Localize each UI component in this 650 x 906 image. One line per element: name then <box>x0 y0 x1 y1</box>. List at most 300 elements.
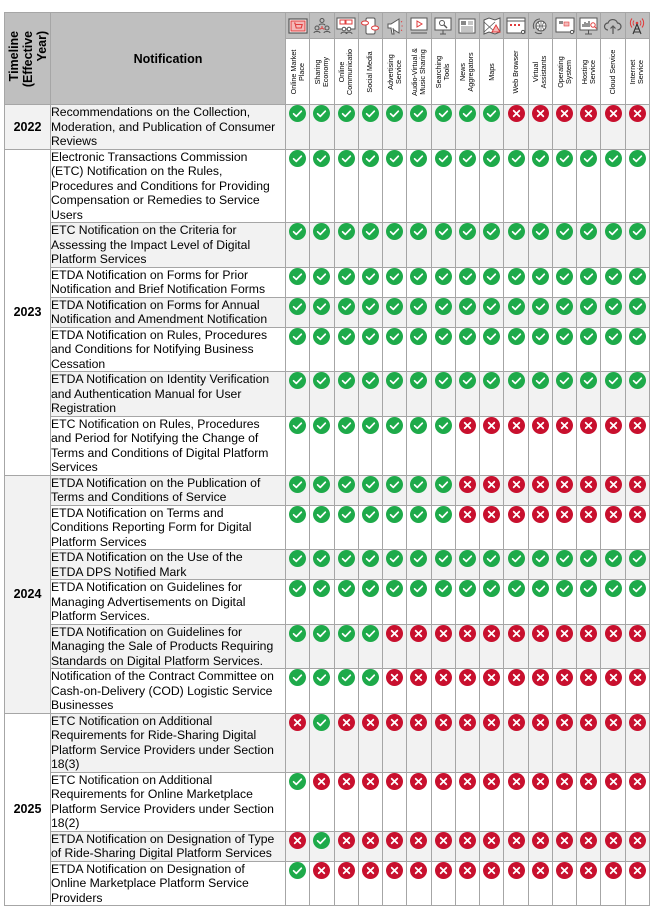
notification-title-line: Registration <box>51 401 117 415</box>
check-icon <box>386 223 403 240</box>
applicability-cell <box>625 772 649 831</box>
service-column-header <box>334 39 358 105</box>
cross-icon <box>508 417 525 434</box>
applicability-cell <box>504 669 528 714</box>
notification-title-line: Notification of the Contract Committee on <box>51 669 274 683</box>
notification-title-line: Platform Service Providers under Section <box>51 742 274 757</box>
notification-title <box>51 327 286 372</box>
notification-title-line: Providers <box>51 890 103 905</box>
applicability-cell <box>577 297 601 327</box>
service-label-line: Advertising <box>385 53 395 90</box>
check-icon <box>410 417 427 434</box>
check-icon <box>629 372 646 389</box>
applicability-cell <box>431 416 455 475</box>
applicability-cell <box>383 550 407 580</box>
applicability-cell <box>577 624 601 669</box>
notification-row <box>5 772 650 831</box>
applicability-cell <box>480 327 504 372</box>
notification-title-line: and Authentication Manual for User <box>51 386 242 401</box>
applicability-cell <box>577 831 601 861</box>
applicability-cell <box>407 327 431 372</box>
check-icon <box>629 550 646 567</box>
applicability-cell <box>431 475 455 505</box>
service-icon-cell <box>310 13 334 39</box>
applicability-cell <box>286 149 310 223</box>
applicability-cell <box>358 772 382 831</box>
check-icon <box>410 476 427 493</box>
applicability-cell <box>577 327 601 372</box>
cross-icon <box>410 832 427 849</box>
applicability-cell <box>383 831 407 861</box>
applicability-cell <box>504 550 528 580</box>
check-icon <box>459 298 476 315</box>
check-icon <box>362 506 379 523</box>
applicability-cell <box>577 475 601 505</box>
applicability-cell <box>528 475 552 505</box>
notification-title-line: ETDA Notification on Identity Verification <box>51 372 270 386</box>
check-icon <box>629 268 646 285</box>
check-icon <box>313 223 330 240</box>
check-icon <box>508 150 525 167</box>
cross-icon <box>483 714 500 731</box>
service-label-line: Online Market <box>288 49 298 95</box>
service-column-header <box>358 39 382 105</box>
cross-icon <box>508 862 525 879</box>
check-icon <box>629 328 646 345</box>
notification-title-line: Users <box>51 207 83 222</box>
check-icon <box>532 298 549 315</box>
chat-users-icon <box>336 17 356 35</box>
cross-icon <box>410 773 427 790</box>
check-icon <box>410 328 427 345</box>
cross-icon <box>556 105 573 122</box>
check-icon <box>410 506 427 523</box>
check-icon <box>435 372 452 389</box>
service-label <box>557 42 573 102</box>
notification-row <box>5 267 650 297</box>
timeline-header <box>5 13 51 105</box>
service-label <box>435 42 451 102</box>
applicability-cell <box>455 831 479 861</box>
applicability-cell <box>625 624 649 669</box>
notification-title-line: Procedures and Conditions for Providing <box>51 178 270 193</box>
notification-title-line: Assessing the Impact Level of Digital <box>51 237 251 252</box>
check-icon <box>556 328 573 345</box>
timeline-header-label <box>7 30 49 86</box>
applicability-cell <box>601 772 625 831</box>
cross-icon <box>435 714 452 731</box>
check-icon <box>435 506 452 523</box>
timeline-header-line: Year) <box>34 30 49 61</box>
applicability-cell <box>334 861 358 906</box>
cross-icon <box>629 476 646 493</box>
applicability-cell <box>601 327 625 372</box>
cross-icon <box>532 476 549 493</box>
applicability-cell <box>431 550 455 580</box>
applicability-cell <box>334 713 358 772</box>
applicability-cell <box>383 624 407 669</box>
cross-icon <box>556 714 573 731</box>
applicability-cell <box>625 475 649 505</box>
notification-title-line: Conditions Reporting Form for Digital <box>51 520 252 534</box>
cross-icon <box>532 862 549 879</box>
notification-row <box>5 297 650 327</box>
applicability-cell <box>528 223 552 268</box>
applicability-cell <box>601 475 625 505</box>
applicability-cell <box>480 580 504 625</box>
notification-title <box>51 149 286 223</box>
applicability-cell <box>552 297 576 327</box>
check-icon <box>313 417 330 434</box>
notification-row <box>5 550 650 580</box>
cross-icon <box>508 476 525 493</box>
cross-icon <box>629 773 646 790</box>
applicability-cell <box>504 372 528 417</box>
cross-icon <box>556 625 573 642</box>
applicability-cell <box>528 669 552 714</box>
applicability-cell <box>625 416 649 475</box>
applicability-cell <box>625 831 649 861</box>
cross-icon <box>556 773 573 790</box>
notification-title <box>51 267 286 297</box>
applicability-cell <box>358 416 382 475</box>
check-icon <box>313 328 330 345</box>
check-icon <box>289 298 306 315</box>
cross-icon <box>508 105 525 122</box>
applicability-cell <box>310 669 334 714</box>
notification-title-line: ETDA Notification on Terms and <box>51 505 224 520</box>
notification-title-line: and Period for Notifying the Change of <box>51 431 259 445</box>
check-icon <box>532 550 549 567</box>
check-icon <box>338 580 355 597</box>
applicability-cell <box>504 149 528 223</box>
notification-title-line: ETDA DPS Notified Mark <box>51 564 187 579</box>
check-icon <box>556 580 573 597</box>
check-icon <box>338 268 355 285</box>
check-icon <box>386 328 403 345</box>
cross-icon <box>386 862 403 879</box>
people-network-icon <box>312 17 332 35</box>
notification-title-line: ETC Notification on Additional <box>51 713 213 728</box>
notification-title-line: Managing Advertisements on Digital <box>51 594 246 609</box>
applicability-cell <box>383 669 407 714</box>
service-column-header <box>310 39 334 105</box>
cross-icon <box>556 417 573 434</box>
cross-icon <box>532 714 549 731</box>
check-icon <box>362 372 379 389</box>
check-icon <box>338 417 355 434</box>
check-icon <box>362 105 379 122</box>
service-label-line: Internet <box>628 59 638 84</box>
service-icon-cell <box>552 13 576 39</box>
notification-title-line: Services <box>51 460 98 474</box>
applicability-cell <box>383 772 407 831</box>
applicability-cell <box>601 669 625 714</box>
service-column-header <box>383 39 407 105</box>
notification-title-line: Cessation <box>51 356 106 371</box>
applicability-cell <box>577 223 601 268</box>
applicability-cell <box>358 624 382 669</box>
check-icon <box>556 298 573 315</box>
applicability-cell <box>334 327 358 372</box>
regulation-matrix-table <box>4 12 650 906</box>
check-icon <box>580 268 597 285</box>
applicability-cell <box>552 550 576 580</box>
applicability-cell <box>334 297 358 327</box>
notification-row <box>5 416 650 475</box>
check-icon <box>338 150 355 167</box>
check-icon <box>362 476 379 493</box>
cross-icon <box>459 832 476 849</box>
applicability-cell <box>504 105 528 150</box>
check-icon <box>362 669 379 686</box>
applicability-cell <box>625 713 649 772</box>
cross-icon <box>629 714 646 731</box>
check-icon <box>508 298 525 315</box>
notification-header: Notification <box>51 13 286 105</box>
applicability-cell <box>407 624 431 669</box>
cross-icon <box>532 625 549 642</box>
applicability-cell <box>358 713 382 772</box>
applicability-cell <box>334 267 358 297</box>
os-window-icon <box>555 17 575 35</box>
applicability-cell <box>310 327 334 372</box>
check-icon <box>362 580 379 597</box>
cross-icon <box>483 773 500 790</box>
check-icon <box>483 268 500 285</box>
check-icon <box>435 298 452 315</box>
check-icon <box>313 506 330 523</box>
notification-title-line: Online Marketplace Platform Service <box>51 876 249 890</box>
applicability-cell <box>552 105 576 150</box>
service-column-header <box>431 39 455 105</box>
applicability-cell <box>625 550 649 580</box>
cross-icon <box>459 625 476 642</box>
applicability-cell <box>480 861 504 906</box>
cross-icon <box>532 773 549 790</box>
cross-icon <box>580 476 597 493</box>
cross-icon <box>338 862 355 879</box>
applicability-cell <box>480 550 504 580</box>
service-label-line: Service <box>636 59 646 84</box>
notification-title <box>51 372 286 417</box>
megaphone-icon <box>385 17 405 35</box>
check-icon <box>289 223 306 240</box>
service-column-header <box>504 39 528 105</box>
applicability-cell <box>358 223 382 268</box>
applicability-cell <box>383 713 407 772</box>
applicability-cell <box>577 105 601 150</box>
notification-row <box>5 580 650 625</box>
cross-icon <box>629 625 646 642</box>
applicability-cell <box>286 713 310 772</box>
check-icon <box>629 150 646 167</box>
notification-title-line: Platform Services <box>51 534 147 549</box>
check-icon <box>580 372 597 389</box>
notification-title-line: ETDA Notification on Guidelines for <box>51 624 243 639</box>
applicability-cell <box>358 550 382 580</box>
cross-icon <box>629 669 646 686</box>
applicability-cell <box>577 861 601 906</box>
cross-icon <box>362 714 379 731</box>
applicability-cell <box>310 416 334 475</box>
service-label <box>581 42 597 102</box>
check-icon <box>483 372 500 389</box>
applicability-cell <box>504 713 528 772</box>
applicability-cell <box>383 416 407 475</box>
applicability-cell <box>334 105 358 150</box>
applicability-cell <box>455 713 479 772</box>
check-icon <box>338 372 355 389</box>
applicability-cell <box>286 105 310 150</box>
check-icon <box>459 223 476 240</box>
check-icon <box>556 550 573 567</box>
check-icon <box>289 328 306 345</box>
applicability-cell <box>431 372 455 417</box>
applicability-cell <box>286 416 310 475</box>
notification-title <box>51 861 286 906</box>
check-icon <box>556 372 573 389</box>
notification-title <box>51 580 286 625</box>
applicability-cell <box>601 105 625 150</box>
check-icon <box>313 298 330 315</box>
check-icon <box>362 417 379 434</box>
check-icon <box>459 372 476 389</box>
cross-icon <box>556 862 573 879</box>
applicability-cell <box>431 505 455 550</box>
applicability-cell <box>407 475 431 505</box>
cross-icon <box>629 832 646 849</box>
applicability-cell <box>480 223 504 268</box>
applicability-cell <box>383 505 407 550</box>
notification-title <box>51 772 286 831</box>
cross-icon <box>483 832 500 849</box>
notification-title-line: Moderation, and Publication of Consumer <box>51 119 276 134</box>
check-icon <box>313 625 330 642</box>
cross-icon <box>483 625 500 642</box>
cross-icon <box>605 625 622 642</box>
applicability-cell <box>455 416 479 475</box>
applicability-cell <box>552 624 576 669</box>
cross-icon <box>508 506 525 523</box>
notification-title-line: ETDA Notification on the Use of the <box>51 550 243 564</box>
service-column-header <box>455 39 479 105</box>
check-icon <box>556 150 573 167</box>
applicability-cell <box>601 149 625 223</box>
applicability-cell <box>625 372 649 417</box>
check-icon <box>313 550 330 567</box>
service-label-line: Music Sharing <box>417 48 427 95</box>
applicability-cell <box>383 267 407 297</box>
applicability-cell <box>431 297 455 327</box>
check-icon <box>605 372 622 389</box>
applicability-cell <box>455 475 479 505</box>
applicability-cell <box>310 105 334 150</box>
applicability-cell <box>480 831 504 861</box>
check-icon <box>580 550 597 567</box>
check-icon <box>508 580 525 597</box>
cross-icon <box>483 862 500 879</box>
applicability-cell <box>358 580 382 625</box>
notification-row <box>5 105 650 150</box>
check-icon <box>483 550 500 567</box>
cross-icon <box>629 506 646 523</box>
cross-icon <box>556 506 573 523</box>
applicability-cell <box>407 416 431 475</box>
notification-title <box>51 831 286 861</box>
applicability-cell <box>455 149 479 223</box>
cross-icon <box>532 832 549 849</box>
check-icon <box>580 298 597 315</box>
applicability-cell <box>383 297 407 327</box>
notification-title <box>51 624 286 669</box>
applicability-cell <box>286 669 310 714</box>
check-icon <box>483 328 500 345</box>
service-column-header <box>601 39 625 105</box>
applicability-cell <box>577 416 601 475</box>
check-icon <box>508 328 525 345</box>
applicability-cell <box>552 861 576 906</box>
hosting-monitor-icon <box>579 17 599 35</box>
check-icon <box>313 580 330 597</box>
applicability-cell <box>528 372 552 417</box>
check-icon <box>410 268 427 285</box>
applicability-cell <box>552 713 576 772</box>
service-label-line: Place <box>296 62 306 81</box>
applicability-cell <box>528 327 552 372</box>
check-icon <box>435 328 452 345</box>
check-icon <box>435 268 452 285</box>
check-icon <box>435 105 452 122</box>
applicability-cell <box>407 861 431 906</box>
check-icon <box>605 150 622 167</box>
check-icon <box>386 506 403 523</box>
applicability-cell <box>407 372 431 417</box>
cross-icon <box>580 832 597 849</box>
check-icon <box>386 372 403 389</box>
check-icon <box>289 150 306 167</box>
check-icon <box>629 223 646 240</box>
notification-title-line: ETDA Notification on Rules, Procedures <box>51 327 268 342</box>
check-icon <box>459 105 476 122</box>
check-icon <box>435 580 452 597</box>
applicability-cell <box>286 550 310 580</box>
check-icon <box>313 669 330 686</box>
notification-title-line: (ETC) Notification on the Rules, <box>51 164 223 178</box>
applicability-cell <box>625 149 649 223</box>
applicability-cell <box>504 580 528 625</box>
check-icon <box>386 105 403 122</box>
applicability-cell <box>552 505 576 550</box>
applicability-cell <box>383 372 407 417</box>
applicability-cell <box>455 624 479 669</box>
check-icon <box>483 150 500 167</box>
check-icon <box>362 150 379 167</box>
check-icon <box>338 298 355 315</box>
applicability-cell <box>480 149 504 223</box>
cross-icon <box>532 669 549 686</box>
applicability-cell <box>334 831 358 861</box>
timeline-header-line: (Effective <box>20 30 35 87</box>
applicability-cell <box>286 831 310 861</box>
check-icon <box>410 580 427 597</box>
applicability-cell <box>577 267 601 297</box>
notification-row <box>5 149 650 223</box>
applicability-cell <box>286 624 310 669</box>
check-icon <box>435 476 452 493</box>
applicability-cell <box>334 475 358 505</box>
applicability-cell <box>358 267 382 297</box>
